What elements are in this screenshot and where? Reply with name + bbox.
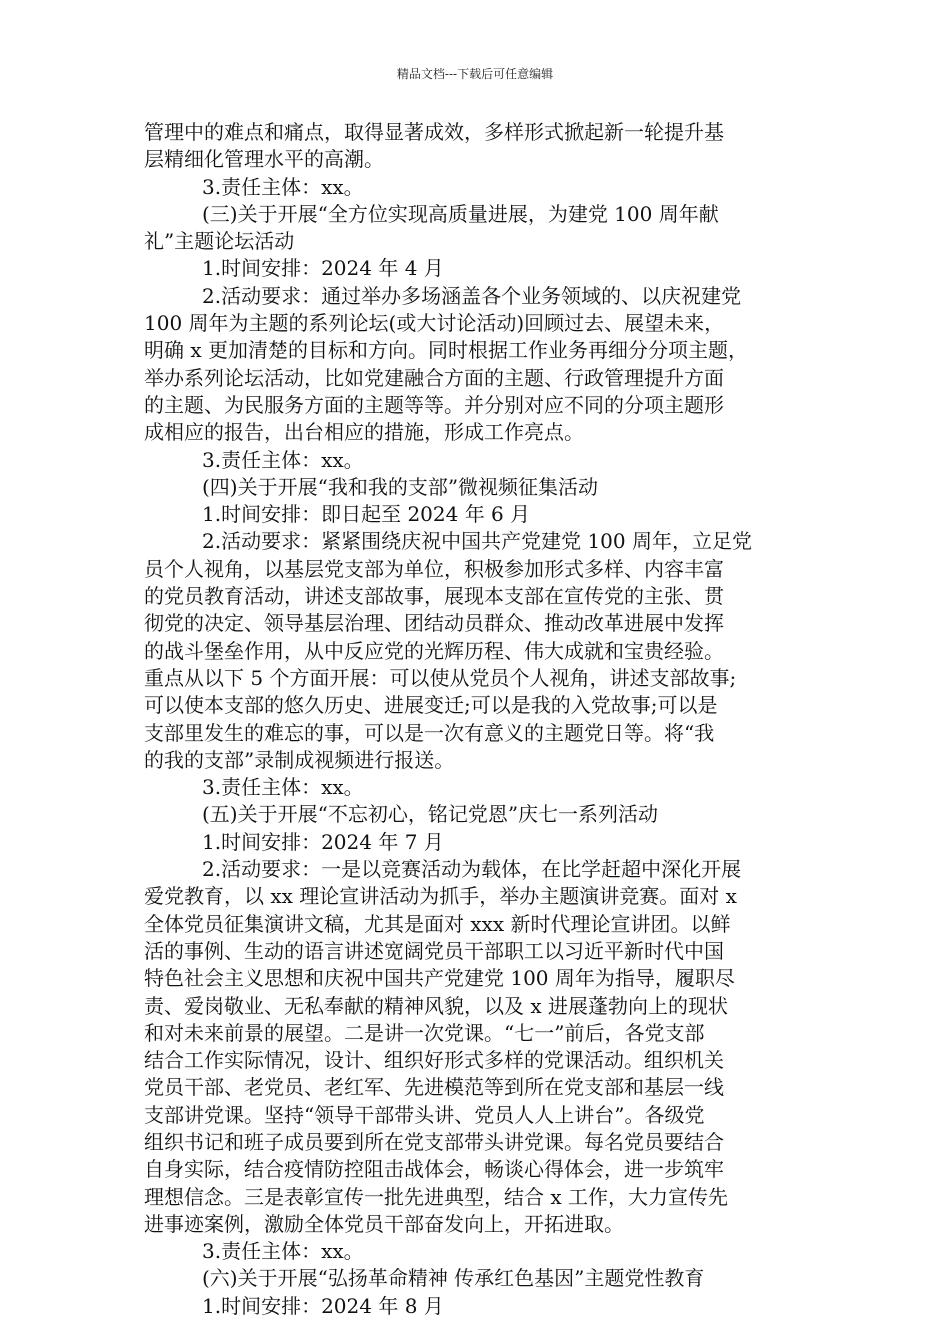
- text-line: 支部讲党课。坚持“领导干部带头讲、党员人人上讲台”。各级党: [144, 1102, 705, 1127]
- text-line: 的党员教育活动，讲述支部故事，展现本支部在宣传党的主张、贯: [144, 584, 724, 609]
- text-line: 明确 x 更加清楚的目标和方向。同时根据工作业务再细分分项主题，: [144, 338, 748, 363]
- text-line: 100 周年为主题的系列论坛(或大讨论活动)回顾过去、展望未来，: [144, 311, 725, 336]
- text-line: 1.时间安排：2024 年 7 月: [202, 829, 444, 854]
- text-line: 重点从以下 5 个方面开展：可以使从党员个人视角，讲述支部故事;: [144, 665, 737, 690]
- text-line: 责、爱岗敬业、无私奉献的精神风貌，以及 x 进展蓬勃向上的现状: [144, 993, 728, 1018]
- text-line: (三)关于开展“全方位实现高质量进展，为建党 100 周年献: [202, 201, 719, 226]
- text-line: 的我的支部”录制成视频进行报送。: [144, 747, 455, 772]
- text-line: 和对未来前景的展望。二是讲一次党课。“七一”前后，各党支部: [144, 1020, 705, 1045]
- text-line: 员个人视角，以基层党支部为单位，积极参加形式多样、内容丰富: [144, 556, 724, 581]
- text-line: 支部里发生的难忘的事，可以是一次有意义的主题党日等。将“我: [144, 720, 715, 745]
- text-line: 进事迹案例，激励全体党员干部奋发向上，开拓进取。: [144, 1211, 624, 1236]
- text-line: 1.时间安排：2024 年 4 月: [202, 256, 444, 281]
- text-line: (四)关于开展“我和我的支部”微视频征集活动: [202, 474, 599, 499]
- text-line: 管理中的难点和痛点，取得显著成效，多样形式掀起新一轮提升基: [144, 120, 724, 144]
- text-line: 层精细化管理水平的高潮。: [144, 147, 384, 172]
- text-line: 举办系列论坛活动，比如党建融合方面的主题、行政管理提升方面: [144, 365, 724, 390]
- text-line: 活的事例、生动的语言讲述宽阔党员干部职工以习近平新时代中国: [144, 938, 724, 963]
- text-line: 3.责任主体：xx。: [202, 775, 364, 800]
- text-line: 2.活动要求：紧紧围绕庆祝中国共产党建党 100 周年，立足党: [202, 529, 752, 554]
- text-line: 成相应的报告，出台相应的措施，形成工作亮点。: [144, 420, 584, 445]
- text-line: 的主题、为民服务方面的主题等等。并分别对应不同的分项主题形: [144, 392, 724, 417]
- text-line: 3.责任主体：xx。: [202, 1239, 364, 1264]
- text-line: 爱党教育，以 xx 理论宣讲活动为抓手，举办主题演讲竞赛。面对 x: [144, 884, 737, 909]
- text-line: 1.时间安排：即日起至 2024 年 6 月: [202, 502, 531, 527]
- text-line: 结合工作实际情况，设计、组织好形式多样的党课活动。组织机关: [144, 1048, 724, 1073]
- text-line: 特色社会主义思想和庆祝中国共产党建党 100 周年为指导，履职尽: [144, 966, 735, 991]
- text-line: 3.责任主体：xx。: [202, 447, 364, 472]
- text-line: 2.活动要求：通过举办多场涵盖各个业务领域的、以庆祝建党: [202, 283, 742, 308]
- text-line: 的战斗堡垒作用，从中反应党的光辉历程、伟大成就和宝贵经验。: [144, 638, 724, 663]
- text-line: 1.时间安排：2024 年 8 月: [202, 1293, 444, 1318]
- text-line: 全体党员征集演讲文稿，尤其是面对 xxx 新时代理论宣讲团。以鲜: [144, 911, 731, 936]
- text-line: 3.责任主体：xx。: [202, 174, 364, 199]
- text-line: 2.活动要求：一是以竞赛活动为载体，在比学赶超中深化开展: [202, 857, 742, 882]
- text-line: 理想信念。三是表彰宣传一批先进典型，结合 x 工作，大力宣传先: [144, 1184, 728, 1209]
- document-body: [144, 119, 824, 1320]
- text-line: 组织书记和班子成员要到所在党支部带头讲党课。每名党员要结合: [144, 1129, 724, 1154]
- text-line: 彻党的决定、领导基层治理、团结动员群众、推动改革进展中发挥: [144, 611, 724, 636]
- page-header: 精品文档---下载后可任意编辑: [396, 67, 554, 81]
- text-line: 自身实际，结合疫情防控阻击战体会，畅谈心得体会，进一步筑牢: [144, 1157, 724, 1182]
- text-line: (五)关于开展“不忘初心，铭记党恩”庆七一系列活动: [202, 802, 659, 827]
- text-line: 党员干部、老党员、老红军、先进模范等到所在党支部和基层一线: [144, 1075, 724, 1100]
- text-line: (六)关于开展“弘扬革命精神 传承红色基因”主题党性教育: [202, 1266, 705, 1291]
- text-line: 礼”主题论坛活动: [144, 229, 295, 254]
- text-line: 可以使本支部的悠久历史、进展变迁;可以是我的入党故事;可以是: [144, 693, 718, 718]
